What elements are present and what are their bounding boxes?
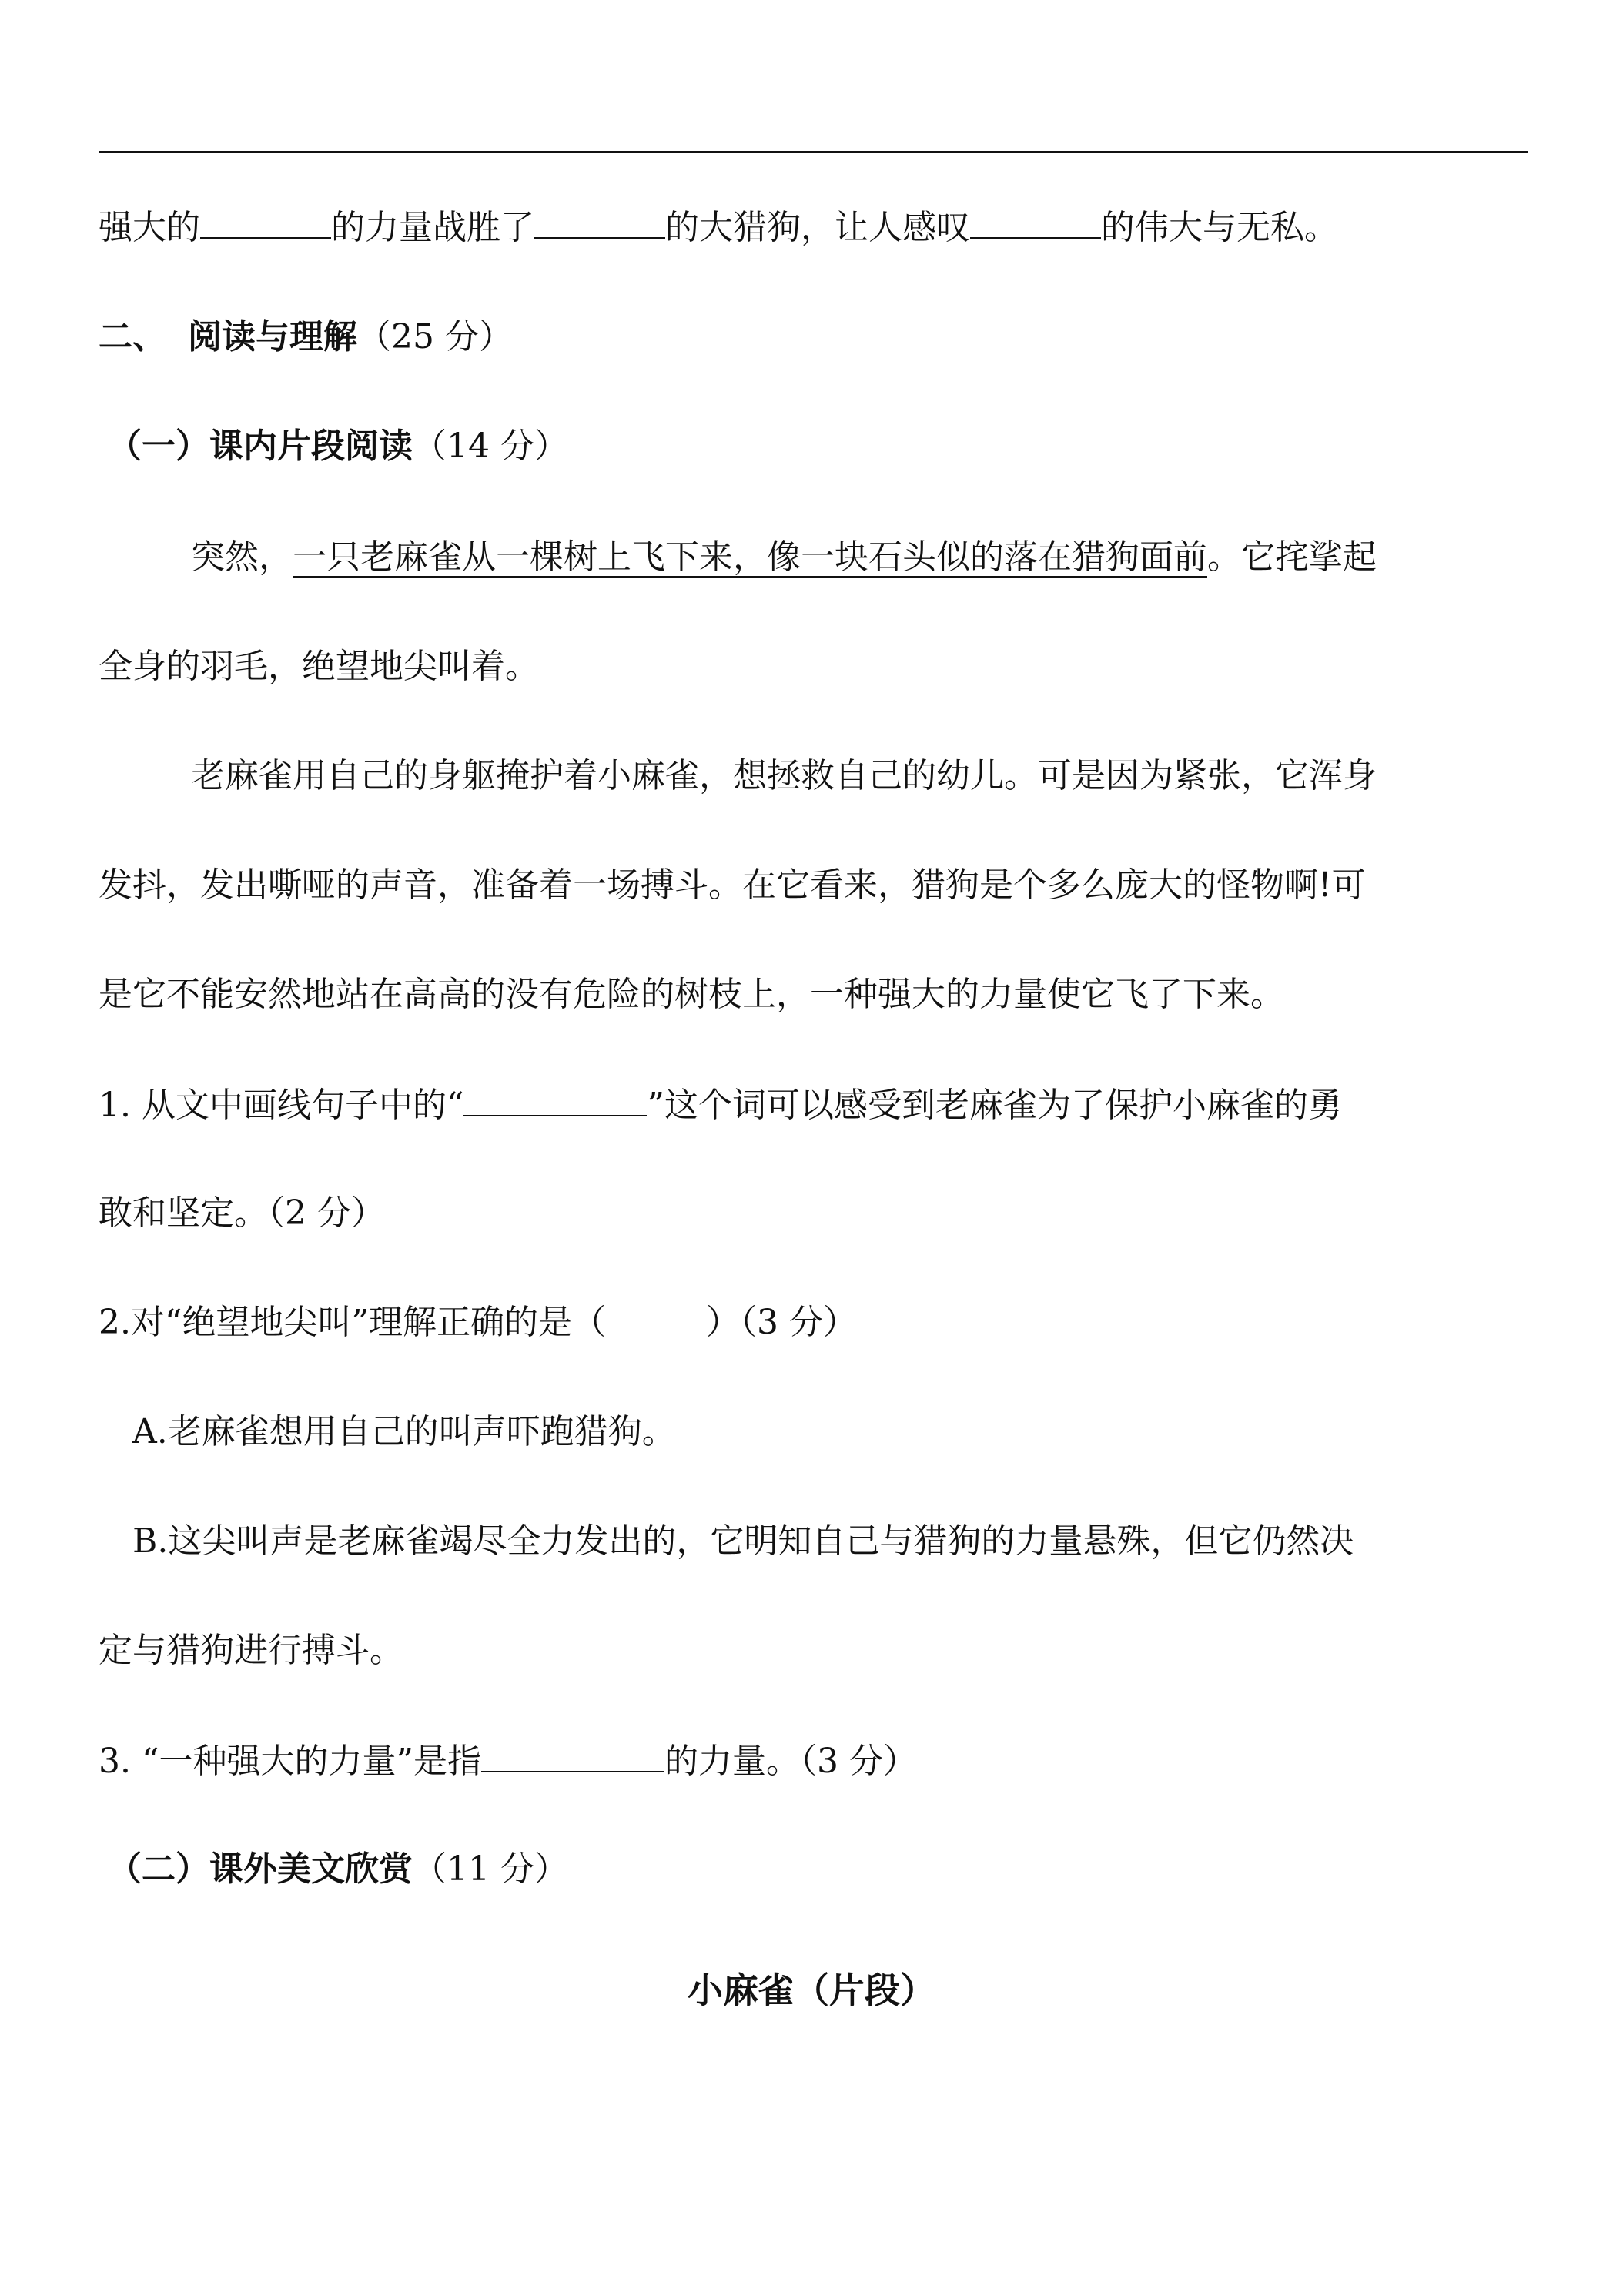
part-one-heading xyxy=(108,423,1540,470)
part-score: （14 分） xyxy=(413,427,568,466)
question-2-option-b-line-2: 定与猎狗进行搏斗。 xyxy=(99,1631,403,1670)
para1-tail: 。它挓挲起 xyxy=(1207,537,1377,577)
question-1-line-2: 敢和坚定。（2 分） xyxy=(99,1193,385,1233)
question-3 xyxy=(99,1737,1531,1785)
passage-paragraph-2: 老麻雀用自己的身躯掩护着小麻雀，想拯救自己的幼儿。可是因为紧张，它浑身 xyxy=(191,756,1377,795)
question-2-text-a: 2.对“绝望地尖叫”理解正确的是（ xyxy=(99,1303,606,1342)
question-2-text-b: ）（3 分） xyxy=(705,1303,857,1342)
passage-paragraph-2-line-3: 是它不能安然地站在高高的没有危险的树枝上，一种强大的力量使它飞了下来。 xyxy=(99,975,1284,1014)
question-3-text-a: 3. “一种强大的力量”是指 xyxy=(99,1742,481,1781)
fill-text-2: 的力量战胜了 xyxy=(331,208,534,247)
question-1 xyxy=(99,1081,1531,1129)
passage-paragraph-2-line-2: 发抖，发出嘶哑的声音，准备着一场搏斗。在它看来，猎狗是个多么庞大的怪物啊!可 xyxy=(99,865,1366,905)
answer-blank-3[interactable] xyxy=(970,203,1101,239)
passage-title: 小麻雀（片段） xyxy=(688,1970,935,2011)
part-two-score: （11 分） xyxy=(413,1849,568,1889)
fill-in-line xyxy=(99,203,1531,251)
answer-blank-1[interactable] xyxy=(200,203,331,239)
header-rule xyxy=(99,151,1528,153)
part-two-heading-text: （二）课外美文欣赏 xyxy=(108,1849,413,1889)
answer-blank-q3[interactable] xyxy=(481,1737,664,1772)
fill-text-4: 的伟大与无私。 xyxy=(1101,208,1338,247)
part-heading: （一）课内片段阅读 xyxy=(108,427,413,466)
para1-lead: 突然， xyxy=(191,537,293,577)
question-1-text-b: ”这个词可以感受到老麻雀为了保护小麻雀的勇 xyxy=(647,1086,1342,1125)
question-2-option-b: B.这尖叫声是老麻雀竭尽全力发出的，它明知自己与猎狗的力量悬殊，但它仍然决 xyxy=(132,1521,1354,1561)
section-number: 二、 xyxy=(99,317,166,356)
passage-paragraph-1 xyxy=(191,534,1623,581)
section-two-heading xyxy=(99,314,1531,360)
section-heading: 阅读与理解 xyxy=(188,317,357,356)
underlined-sentence: 一只老麻雀从一棵树上飞下来，像一块石头似的落在猎狗面前 xyxy=(293,537,1207,577)
answer-blank-2[interactable] xyxy=(534,203,665,239)
question-2 xyxy=(99,1300,1531,1346)
answer-blank-q1[interactable] xyxy=(463,1081,647,1116)
part-two-heading xyxy=(108,1846,1540,1893)
question-1-text-a: 1. 从文中画线句子中的“ xyxy=(99,1086,464,1125)
question-3-text-b: 的力量。（3 分） xyxy=(664,1742,917,1781)
passage-paragraph-1-line-2: 全身的羽毛，绝望地尖叫着。 xyxy=(99,647,539,686)
section-score: （25 分） xyxy=(357,317,513,356)
question-2-option-a: A.老麻雀想用自己的叫声吓跑猎狗。 xyxy=(132,1412,676,1451)
fill-text-1: 强大的 xyxy=(99,208,200,247)
fill-text-3: 的大猎狗，让人感叹 xyxy=(665,208,970,247)
